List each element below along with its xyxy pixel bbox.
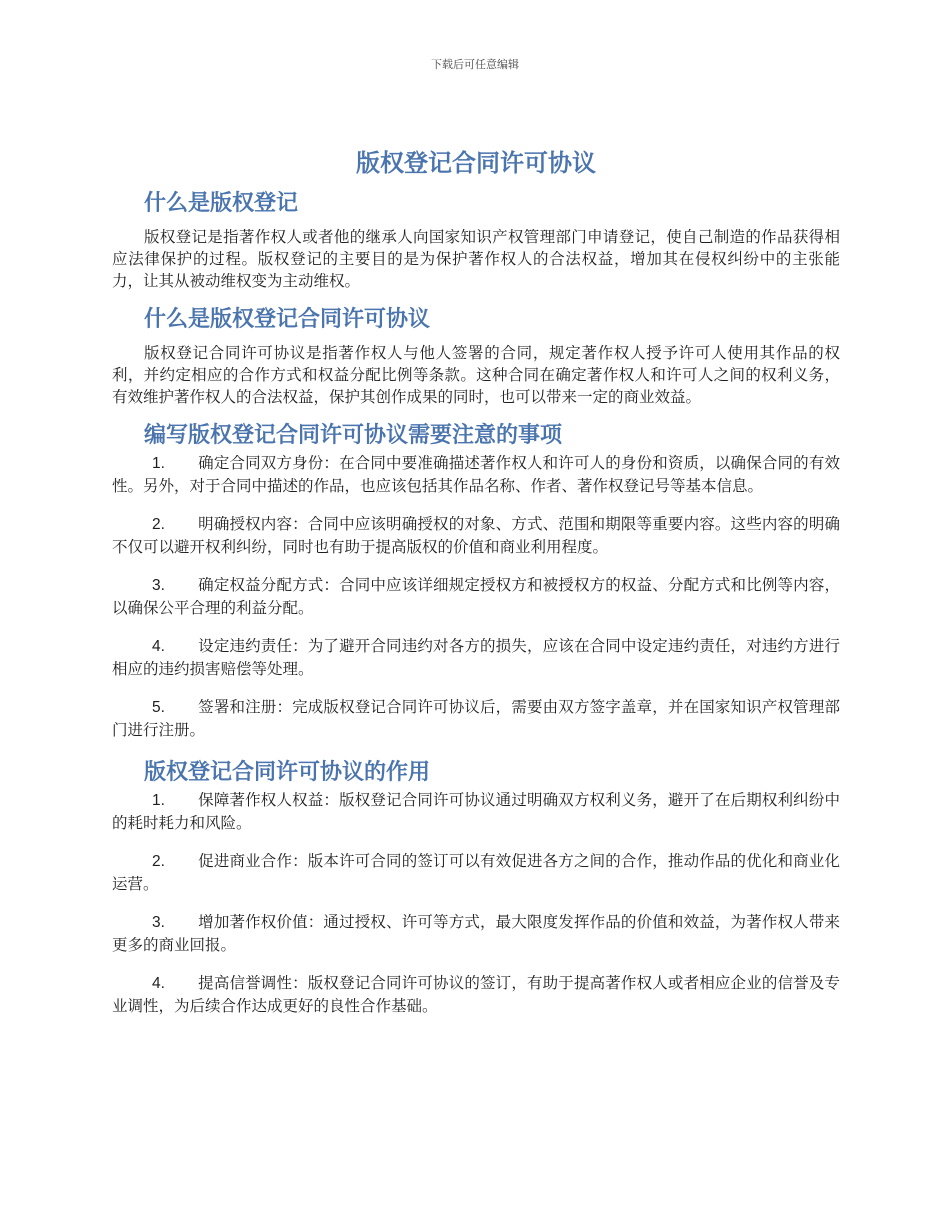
notes-list xyxy=(112,452,840,741)
list-item xyxy=(112,574,840,619)
list-item-text: 签署和注册：完成版权登记合同许可协议后，需要由双方签字盖章，并在国家知识产权管理部门进行注册。 xyxy=(112,698,840,739)
list-item-number: 4. xyxy=(152,638,165,655)
list-item-text: 确定合同双方身份：在合同中要准确描述著作权人和许可人的身份和资质，以确保合同的有效性。另外，对于合同中描述的作品，也应该包括其作品名称、作者、著作权登记号等基本信息。 xyxy=(112,454,840,495)
list-item-text: 明确授权内容：合同中应该明确授权的对象、方式、范围和期限等重要内容。这些内容的明确不仅可以避开权利纠纷，同时也有助于提高版权的价值和商业利用程度。 xyxy=(112,515,840,556)
list-item-text: 设定违约责任：为了避开合同违约对各方的损失，应该在合同中设定违约责任，对违约方进行相应的违约损害赔偿等处理。 xyxy=(112,637,840,678)
list-item xyxy=(112,911,840,956)
list-item xyxy=(112,696,840,741)
list-item xyxy=(112,850,840,895)
section-heading-purpose: 版权登记合同许可协议的作用 xyxy=(144,760,431,785)
list-item-number: 5. xyxy=(152,699,165,716)
list-item-text: 提高信誉调性：版权登记合同许可协议的签订，有助于提高著作权人或者相应企业的信誉及专业调性，为后续合作达成更好的良性合作基础。 xyxy=(112,974,840,1015)
section-paragraph: 版权登记是指著作权人或者他的继承人向国家知识产权管理部门申请登记，使自己制造的作品获得相应法律保护的过程。版权登记的主要目的是为保护著作权人的合法权益，增加其在侵权纠纷中的主张能力，让其从被动维权变为主动维权。 xyxy=(112,228,840,290)
list-item xyxy=(112,452,840,497)
section-paragraph: 版权登记合同许可协议是指著作权人与他人签署的合同，规定著作权人授予许可人使用其作品的权利，并约定相应的合作方式和权益分配比例等条款。这种合同在确定著作权人和许可人之间的权利义务，有效维护著作权人的合法权益，保护其创作成果的同时，也可以带来一定的商业效益。 xyxy=(112,344,840,406)
list-item-text: 保障著作权人权益：版权登记合同许可协议通过明确双方权利义务，避开了在后期权利纠纷中的耗时耗力和风险。 xyxy=(112,791,840,832)
list-item-text: 促进商业合作：版本许可合同的签订可以有效促进各方之间的合作，推动作品的优化和商业化运营。 xyxy=(112,852,840,893)
list-item-number: 2. xyxy=(152,853,165,870)
list-item xyxy=(112,972,840,1017)
list-item xyxy=(112,635,840,680)
section-heading-what-is-registration: 什么是版权登记 xyxy=(144,191,299,216)
purpose-list xyxy=(112,789,840,1017)
list-item xyxy=(112,513,840,558)
list-item-number: 1. xyxy=(152,455,165,472)
list-item-number: 4. xyxy=(152,975,165,992)
header-note: 下载后可任意编辑 xyxy=(431,58,519,71)
section-heading-notes: 编写版权登记合同许可协议需要注意的事项 xyxy=(144,423,563,448)
document-title: 版权登记合同许可协议 xyxy=(356,149,596,177)
list-item xyxy=(112,789,840,834)
section-heading-what-is-license: 什么是版权登记合同许可协议 xyxy=(144,307,431,332)
list-item-number: 2. xyxy=(152,516,165,533)
list-item-number: 3. xyxy=(152,914,165,931)
document-body xyxy=(112,140,840,1033)
list-item-number: 3. xyxy=(152,577,165,594)
list-item-text: 增加著作权价值：通过授权、许可等方式，最大限度发挥作品的价值和效益，为著作权人带来更多的商业回报。 xyxy=(112,913,840,954)
list-item-text: 确定权益分配方式：合同中应该详细规定授权方和被授权方的权益、分配方式和比例等内容，以确保公平合理的利益分配。 xyxy=(112,576,840,617)
list-item-number: 1. xyxy=(152,792,165,809)
